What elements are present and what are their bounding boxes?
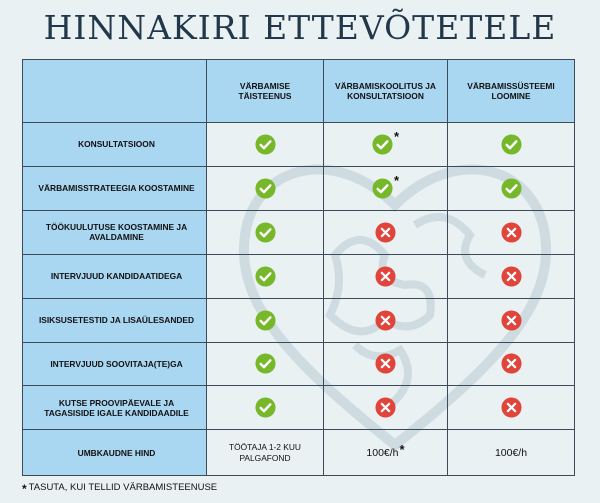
table-cell	[324, 298, 448, 342]
pricing-table	[22, 59, 575, 476]
column-header: VÄRBAMISE TÄISTEENUS	[207, 60, 324, 123]
price-value: 100€/h	[494, 446, 528, 459]
table-row	[23, 386, 575, 430]
cross-icon	[501, 222, 522, 243]
table-cell	[207, 342, 324, 386]
asterisk-mark: *	[393, 172, 400, 188]
check-icon	[255, 397, 276, 418]
cross-icon	[375, 266, 396, 287]
price-cell	[324, 430, 448, 476]
header-empty-cell	[23, 60, 207, 123]
check-icon	[501, 134, 522, 155]
header-row	[23, 60, 575, 123]
table-row	[23, 254, 575, 298]
row-label: INTERVJUUD SOOVITAJA(TE)GA	[23, 342, 207, 386]
price-cell	[207, 430, 324, 476]
row-label: INTERVJUUD KANDIDAATIDEGA	[23, 254, 207, 298]
cross-icon	[501, 266, 522, 287]
row-label: UMBKAUDNE HIND	[23, 430, 207, 476]
price-value: 100€/h	[366, 446, 399, 459]
cross-icon	[375, 310, 396, 331]
row-label: KONSULTATSIOON	[23, 123, 207, 167]
check-icon	[501, 178, 522, 199]
table-cell	[448, 166, 575, 210]
table-row	[23, 123, 575, 167]
table-cell	[324, 342, 448, 386]
table-cell	[324, 386, 448, 430]
cross-icon	[375, 353, 396, 374]
table-cell	[207, 254, 324, 298]
table-cell	[448, 298, 575, 342]
asterisk-mark: *	[393, 128, 400, 144]
cross-icon	[501, 397, 522, 418]
price-value: TÖÖTAJA 1-2 KUU PALGAFOND	[229, 441, 301, 463]
table-cell	[324, 254, 448, 298]
cross-icon	[375, 397, 396, 418]
page-title: HINNAKIRI ETTEVÕTETELE	[43, 8, 557, 47]
table-cell	[324, 166, 448, 210]
table-cell	[207, 166, 324, 210]
asterisk-mark: *	[22, 482, 27, 496]
row-label: KUTSE PROOVIPÄEVALE JA TAGASISIDE IGALE KANDIDAADILE	[23, 386, 207, 430]
row-label: TÖÖKUULUTUSE KOOSTAMINE JA AVALDAMINE	[23, 210, 207, 254]
row-label: VÄRBAMISSTRATEEGIA KOOSTAMINE	[23, 166, 207, 210]
table-cell	[324, 123, 448, 167]
column-header: VÄRBAMISSÜSTEEMI LOOMINE	[448, 60, 575, 123]
price-row	[23, 430, 575, 476]
table-cell	[207, 386, 324, 430]
footnote	[22, 482, 217, 496]
table-cell	[207, 298, 324, 342]
check-icon	[255, 353, 276, 374]
table-row	[23, 298, 575, 342]
check-icon	[255, 134, 276, 155]
table-cell	[448, 123, 575, 167]
cross-icon	[501, 353, 522, 374]
table-cell	[324, 210, 448, 254]
price-cell	[448, 430, 575, 476]
table-cell	[448, 254, 575, 298]
table-row	[23, 166, 575, 210]
check-icon	[255, 222, 276, 243]
table-cell	[207, 210, 324, 254]
check-icon	[372, 178, 393, 199]
asterisk-mark: *	[399, 441, 405, 457]
cross-icon	[375, 222, 396, 243]
check-icon	[255, 266, 276, 287]
table-row	[23, 342, 575, 386]
table-row	[23, 210, 575, 254]
table-cell	[448, 210, 575, 254]
column-header: VÄRBAMISKOOLITUS JA KONSULTATSIOON	[324, 60, 448, 123]
row-label: ISIKSUSETESTID JA LISAÜLESANDED	[23, 298, 207, 342]
check-icon	[372, 134, 393, 155]
table-cell	[207, 123, 324, 167]
cross-icon	[501, 310, 522, 331]
footnote-text: TASUTA, KUI TELLID VÄRBAMISTEENUSE	[28, 482, 218, 493]
check-icon	[255, 310, 276, 331]
table-cell	[448, 342, 575, 386]
check-icon	[255, 178, 276, 199]
table-cell	[448, 386, 575, 430]
